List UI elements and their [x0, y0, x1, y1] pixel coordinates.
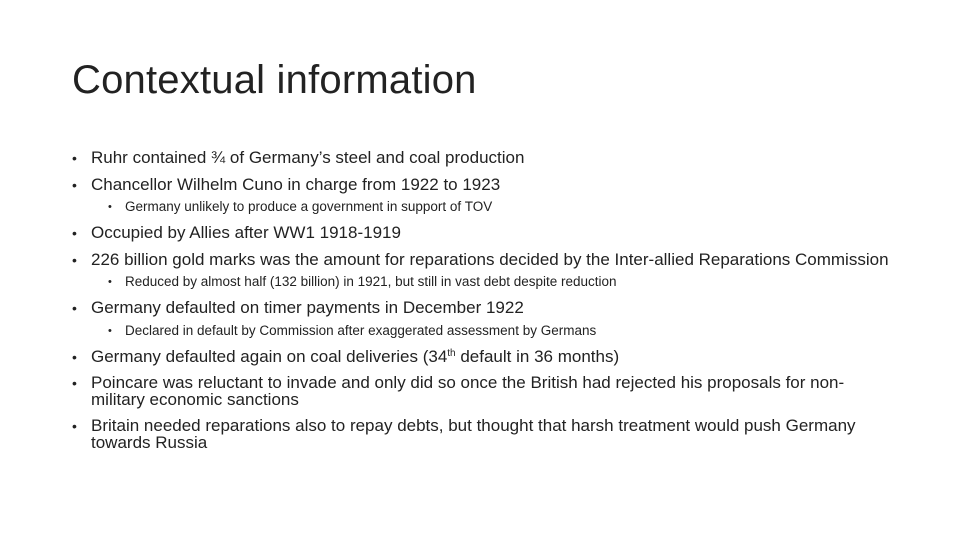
bullet-list [72, 140, 892, 451]
bullet-text: Britain needed reparations also to repay debts, but thought that harsh treatment would push Germany towards Russia [91, 416, 856, 452]
bullet-text [91, 347, 619, 366]
slide-title: Contextual information [72, 58, 477, 102]
bullet-dot-icon: • [72, 176, 77, 193]
bullet-text: Ruhr contained ¾ of Germany’s steel and coal production [91, 148, 525, 167]
bullet-dot-icon: • [72, 375, 77, 391]
sub-bullet-text: Germany unlikely to produce a government in support of TOV [125, 199, 493, 214]
bullet-item [72, 225, 892, 242]
bullet-item [72, 346, 892, 366]
bullet-item [72, 249, 892, 269]
bullet-dot-icon: • [108, 276, 112, 288]
bullet-dot-icon: • [72, 348, 77, 365]
sub-bullet-item [72, 323, 892, 339]
bullet-dot-icon: • [72, 150, 77, 166]
bullet-item [72, 150, 892, 167]
bullet-item [72, 375, 892, 408]
bullet-dot-icon: • [72, 251, 77, 268]
bullet-text: 226 billion gold marks was the amount for reparations decided by the Inter-allied Reparations Commission [91, 249, 889, 269]
bullet-dot-icon: • [72, 418, 77, 434]
sub-bullet-item [72, 274, 892, 290]
bullet-dot-icon: • [72, 225, 77, 241]
bullet-text: Poincare was reluctant to invade and only did so once the British had rejected his proposals for non-military economic sanctions [91, 373, 845, 409]
sub-bullet-text: Reduced by almost half (132 billion) in 1921, but still in vast debt despite reduction [125, 274, 617, 289]
ordinal-superscript: th [447, 347, 456, 359]
bullet-text: Chancellor Wilhelm Cuno in charge from 1922 to 1923 [91, 174, 501, 194]
bullet-dot-icon: • [108, 201, 112, 213]
bullet-text-part: Germany defaulted again on coal deliveries (34 [91, 346, 448, 366]
bullet-text-part: default in 36 months) [455, 346, 620, 366]
bullet-dot-icon: • [108, 324, 112, 337]
sub-bullet-item [72, 199, 892, 215]
bullet-item [72, 418, 892, 451]
bullet-dot-icon: • [72, 300, 77, 316]
sub-bullet-text: Declared in default by Commission after exaggerated assessment by Germans [125, 322, 597, 338]
bullet-item [72, 174, 892, 194]
bullet-text: Germany defaulted on timer payments in December 1922 [91, 298, 524, 317]
bullet-text: Occupied by Allies after WW1 1918-1919 [91, 223, 401, 242]
bullet-item [72, 300, 892, 317]
